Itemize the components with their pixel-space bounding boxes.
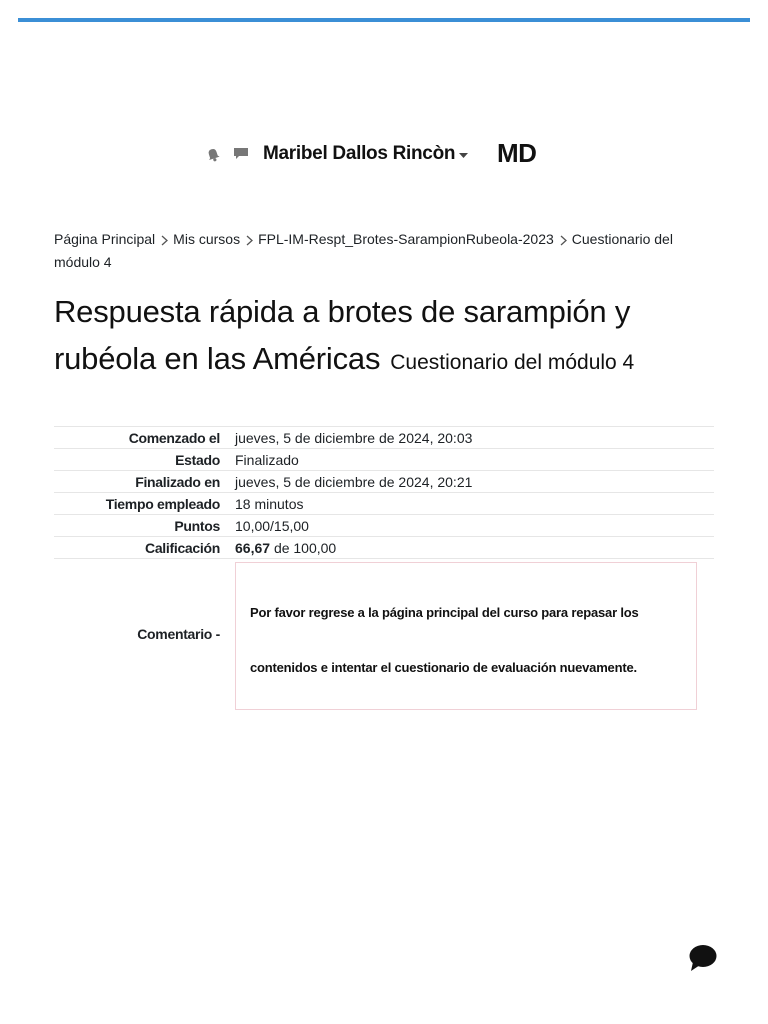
feedback-comment-box: [235, 562, 697, 710]
chevron-right-icon: [246, 235, 253, 246]
row-label: Finalizado en: [54, 471, 235, 493]
top-accent-bar: [18, 18, 750, 22]
message-icon[interactable]: [233, 146, 249, 162]
chevron-right-icon: [161, 235, 168, 246]
feedback-comment-text: Por favor regrese a la página principal del curso para repasar los contenidos e intentar el cuestionario de evaluación nuevamente.: [250, 605, 639, 675]
row-label: Estado: [54, 449, 235, 471]
comment-label: Comentario -: [137, 626, 220, 642]
row-value: 18 minutos: [235, 493, 714, 515]
chevron-right-icon: [560, 235, 567, 246]
row-value: 10,00/15,00: [235, 515, 714, 537]
row-value: Finalizado: [235, 449, 714, 471]
bell-icon[interactable]: [206, 146, 220, 162]
table-row: [54, 427, 714, 449]
table-row: [54, 493, 714, 515]
grade-value: [235, 537, 714, 559]
row-value: jueves, 5 de diciembre de 2024, 20:21: [235, 471, 714, 493]
grade-suffix: de 100,00: [273, 539, 337, 556]
caret-down-icon: [459, 153, 468, 159]
chat-bubble-icon[interactable]: [688, 943, 718, 973]
table-row: [54, 449, 714, 471]
row-label: Puntos: [54, 515, 235, 537]
table-row: [54, 471, 714, 493]
user-navigation: [0, 136, 768, 172]
avatar[interactable]: MD: [497, 138, 537, 168]
user-menu-toggle[interactable]: [263, 142, 468, 166]
row-value: jueves, 5 de diciembre de 2024, 20:03: [235, 427, 714, 449]
table-row-grade: [54, 537, 714, 559]
row-label: Comenzado el: [54, 427, 235, 449]
user-name: Maribel Dallos Rincòn: [263, 143, 456, 164]
breadcrumb-item-course[interactable]: FPL-IM-Respt_Brotes-SarampionRubeola-2023: [258, 231, 554, 247]
grade-score: 66,67: [235, 539, 271, 556]
row-label: Tiempo empleado: [54, 493, 235, 515]
breadcrumb-item-quiz[interactable]: Cuestionario del módulo 4: [54, 231, 673, 270]
quiz-summary-table: [54, 426, 714, 559]
page-title: [54, 288, 734, 386]
page-title-text: Respuesta rápida a brotes de sarampión y rubéola en las Américas: [54, 294, 631, 376]
breadcrumb-item-home[interactable]: Página Principal: [54, 231, 156, 247]
table-row: [54, 515, 714, 537]
page-subtitle: Cuestionario del módulo 4: [390, 351, 635, 374]
breadcrumb: [54, 228, 714, 274]
breadcrumb-item-my-courses[interactable]: Mis cursos: [173, 231, 241, 247]
grade-label: Calificación: [54, 537, 235, 559]
